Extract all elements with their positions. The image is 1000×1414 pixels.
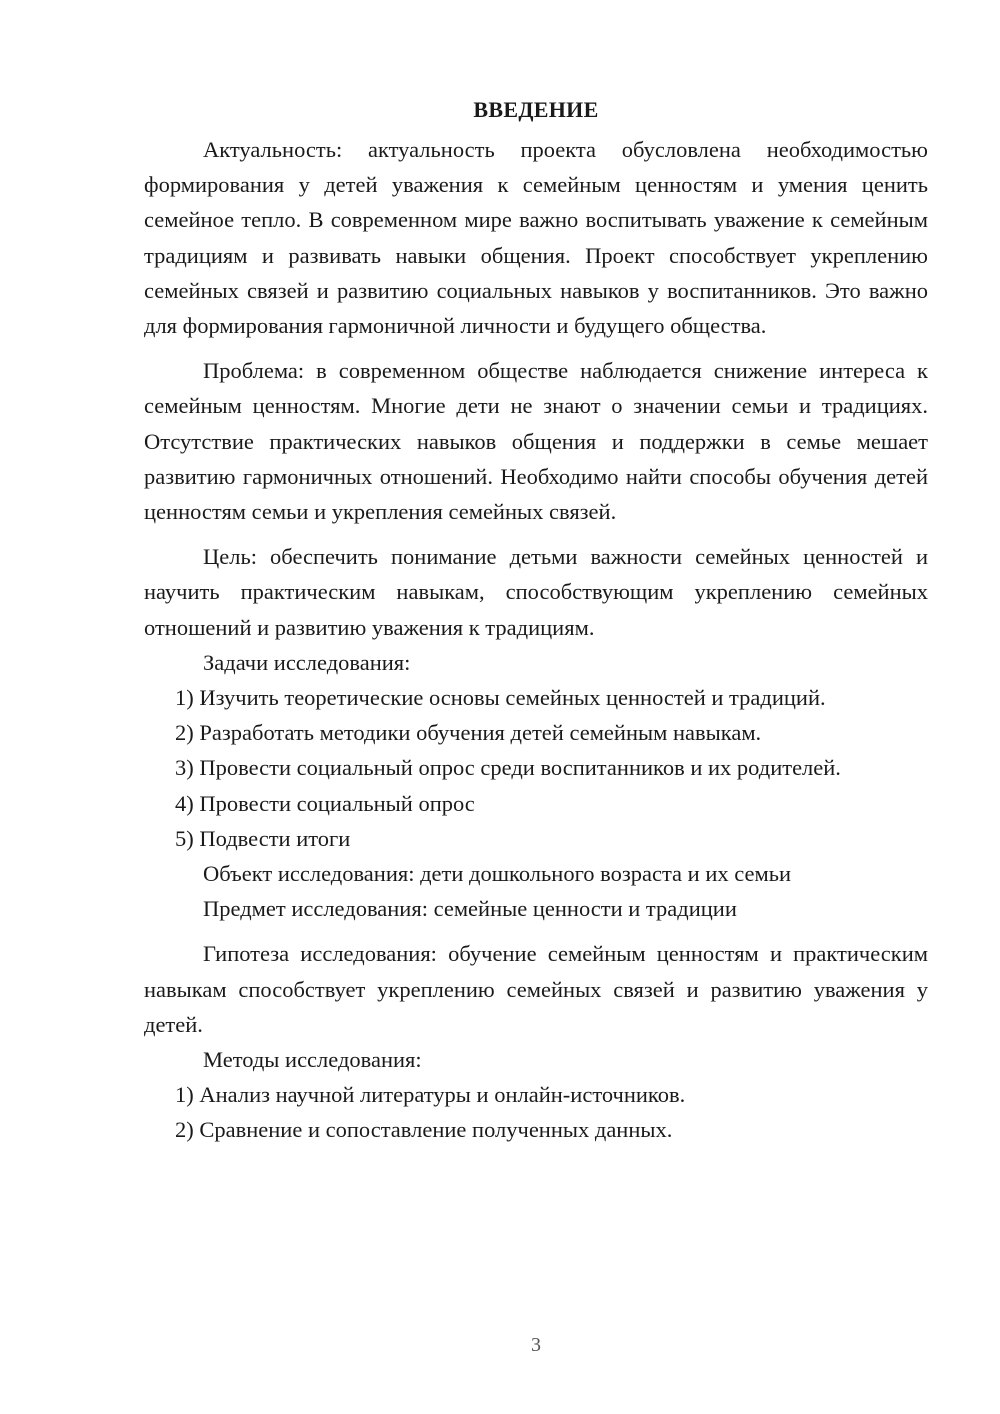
object-line: Объект исследования: дети дошкольного возраста и их семьи xyxy=(203,861,792,887)
task-item: 4) Провести социальный опрос xyxy=(175,790,475,816)
problem-paragraph: Проблема: в современном обществе наблюдается снижение интереса к семейным ценностям. Многие дети не знают о значении семьи и традициях. Отсутствие практических навыков общения и поддержки в семье мешает развитию гармоничных отношений. Необходимо найти способы обучения детей ценностям семьи и укрепления семейных связей. xyxy=(144,358,928,525)
task-item: 1) Изучить теоретические основы семейных ценностей и традиций. xyxy=(175,685,826,711)
goal-paragraph: Цель: обеспечить понимание детьми важности семейных ценностей и научить практическим навыкам, способствующим укреплению семейных отношений и развитию уважения к традициям. xyxy=(144,544,928,640)
page-number: 3 xyxy=(531,1334,541,1356)
relevance-paragraph: Актуальность: актуальность проекта обусловлена необходимостью формирования у детей уважения к семейным ценностям и умения ценить семейное тепло. В современном мире важно воспитывать уважение к семейным традициям и развивать навыки общения. Проект способствует укреплению семейных связей и развитию социальных навыков у воспитанников. Это важно для формирования гармоничной личности и будущего общества. xyxy=(144,137,928,339)
task-item: 3) Провести социальный опрос среди воспитанников и их родителей. xyxy=(175,755,841,781)
method-item: 2) Сравнение и сопоставление полученных данных. xyxy=(175,1117,673,1143)
hypothesis-paragraph: Гипотеза исследования: обучение семейным ценностям и практическим навыкам способствует укреплению семейных связей и развитию уважения у детей. xyxy=(144,941,928,1037)
page-title: ВВЕДЕНИЕ xyxy=(473,97,599,122)
methods-heading: Методы исследования: xyxy=(203,1047,422,1073)
task-item: 5) Подвести итоги xyxy=(175,825,351,851)
task-item: 2) Разработать методики обучения детей семейным навыкам. xyxy=(175,720,762,746)
page-content xyxy=(144,92,928,1148)
subject-line: Предмет исследования: семейные ценности и традиции xyxy=(203,896,737,922)
tasks-heading: Задачи исследования: xyxy=(203,649,411,675)
method-item: 1) Анализ научной литературы и онлайн-источников. xyxy=(175,1082,686,1108)
